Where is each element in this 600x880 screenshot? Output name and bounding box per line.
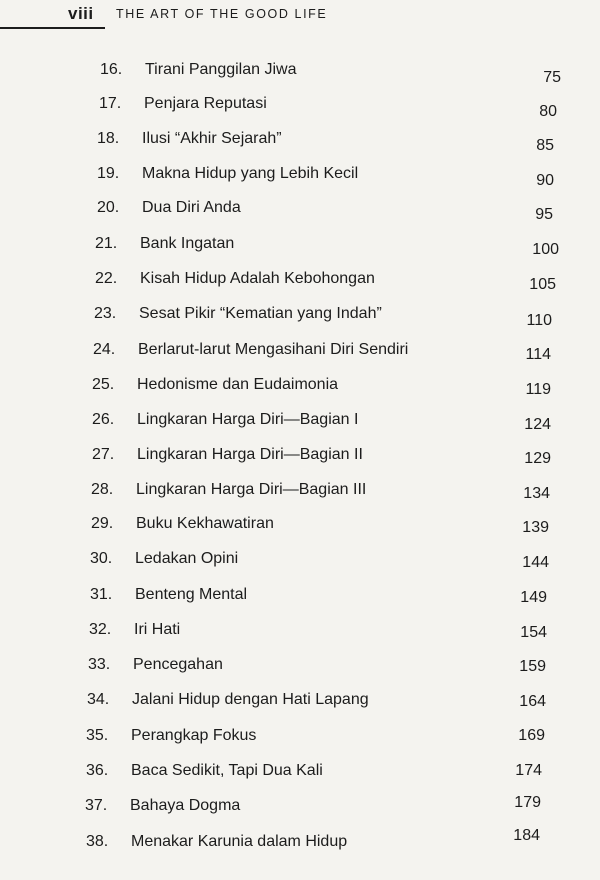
toc-entry-number: 19. (97, 165, 120, 182)
toc-entry-title: Menakar Karunia dalam Hidup (131, 833, 348, 850)
toc-entry-page: 129 (524, 450, 551, 467)
toc-entry-title: Ilusi “Akhir Sejarah” (142, 130, 282, 147)
toc-entry-page: 149 (520, 589, 547, 606)
toc-entry-page: 164 (519, 693, 546, 710)
toc-entry-title: Kisah Hidup Adalah Kebohongan (140, 270, 375, 287)
toc-entry-number: 37. (85, 797, 108, 814)
toc-entry-page: 134 (523, 485, 550, 502)
toc-entry-title: Iri Hati (134, 621, 181, 638)
toc-entry-page: 154 (520, 624, 547, 641)
toc-entry-title: Bahaya Dogma (130, 797, 241, 814)
toc-entry-title: Hedonisme dan Eudaimonia (137, 376, 339, 393)
toc-entry-number: 24. (93, 341, 116, 358)
toc-entry-page: 75 (543, 69, 561, 86)
toc-entry-page: 174 (515, 762, 542, 779)
toc-entry-number: 28. (91, 481, 114, 498)
toc-entry-page: 184 (513, 827, 540, 844)
toc-entry-title: Berlarut-larut Mengasihani Diri Sendiri (138, 341, 409, 358)
toc-entry-page: 80 (539, 103, 557, 120)
toc-entry-number: 31. (90, 586, 113, 603)
toc-entry-title: Jalani Hidup dengan Hati Lapang (132, 691, 369, 708)
toc-entry-number: 26. (92, 411, 115, 428)
toc-entry-title: Lingkaran Harga Diri—Bagian III (136, 481, 367, 498)
toc-entry-number: 22. (95, 270, 118, 287)
toc-entry-page: 144 (522, 554, 549, 571)
toc-entry-number: 17. (99, 95, 122, 112)
toc-entry-title: Lingkaran Harga Diri—Bagian I (137, 411, 359, 428)
toc-entry-title: Perangkap Fokus (131, 727, 257, 744)
toc-entry-title: Pencegahan (133, 656, 223, 673)
toc-entry-number: 25. (92, 376, 115, 393)
toc-entry-number: 38. (86, 833, 109, 850)
toc-entry-number: 30. (90, 550, 113, 567)
book-title: THE ART OF THE GOOD LIFE (116, 7, 328, 21)
toc-entry-title: Makna Hidup yang Lebih Kecil (142, 165, 359, 182)
toc-entry-title: Tirani Panggilan Jiwa (145, 61, 297, 78)
toc-entry-page: 110 (526, 312, 552, 329)
toc-entry-page: 90 (536, 172, 554, 189)
toc-entry-title: Baca Sedikit, Tapi Dua Kali (131, 762, 323, 779)
toc-entry-number: 20. (97, 199, 120, 216)
toc-entry-title: Ledakan Opini (135, 550, 239, 567)
toc-entry-page: 119 (525, 381, 551, 398)
toc-entry-number: 18. (97, 130, 120, 147)
toc-entry-page: 169 (518, 727, 545, 744)
toc-entry-page: 100 (532, 241, 559, 258)
toc-entry-number: 34. (87, 691, 110, 708)
toc-entry-page: 179 (514, 794, 541, 811)
toc-entry-page: 139 (522, 519, 549, 536)
toc-entry-title: Bank Ingatan (140, 235, 235, 252)
toc-entry-number: 32. (89, 621, 112, 638)
toc-entry-page: 85 (536, 137, 554, 154)
toc-entry-page: 105 (529, 276, 556, 293)
toc-entry-number: 29. (91, 515, 114, 532)
toc-entry-number: 16. (100, 61, 123, 78)
toc-entry-title: Lingkaran Harga Diri—Bagian II (137, 446, 363, 463)
toc-entry-title: Dua Diri Anda (142, 199, 241, 216)
page-number: viii (68, 4, 94, 23)
toc-entry-page: 114 (525, 346, 551, 363)
toc-entry-title: Buku Kekhawatiran (136, 515, 274, 532)
toc-entry-number: 33. (88, 656, 111, 673)
toc-entry-title: Benteng Mental (135, 586, 248, 603)
toc-entry-number: 27. (92, 446, 115, 463)
toc-entry-page: 95 (535, 206, 553, 223)
toc-entry-number: 21. (95, 235, 118, 252)
toc-entry-number: 36. (86, 762, 109, 779)
toc-entry-title: Sesat Pikir “Kematian yang Indah” (139, 305, 382, 322)
toc-entry-number: 23. (94, 305, 117, 322)
toc-entry-page: 124 (524, 416, 551, 433)
toc-entry-title: Penjara Reputasi (144, 95, 267, 112)
toc-entry-page: 159 (519, 658, 546, 675)
toc-entry-number: 35. (86, 727, 109, 744)
